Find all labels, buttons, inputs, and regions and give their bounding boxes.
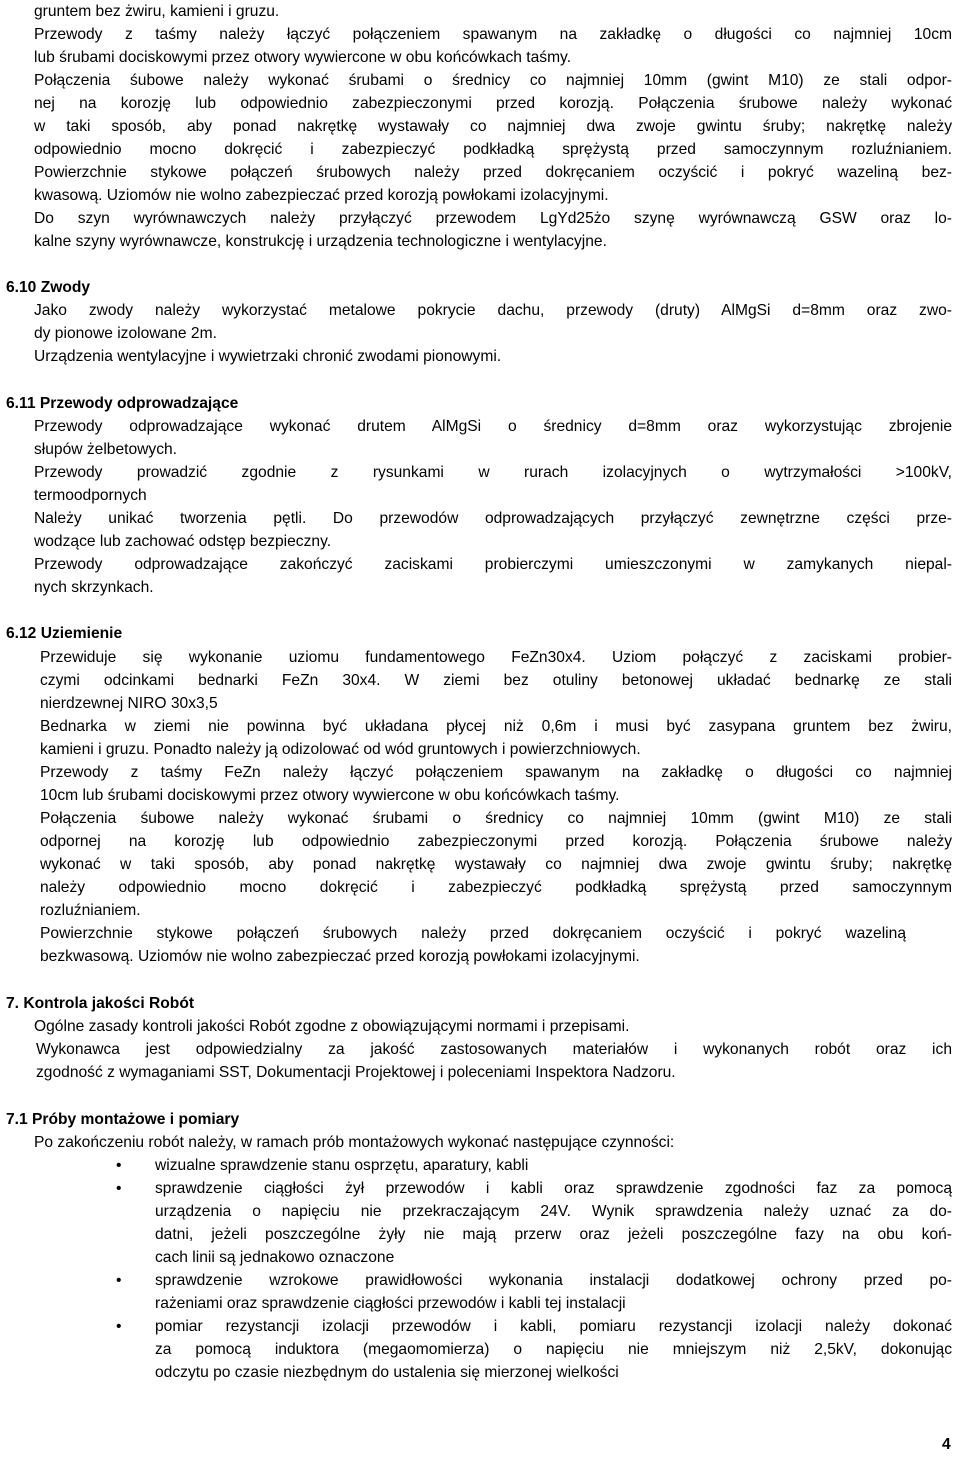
list-item-continuation: urządzenia o napięciu nie przekraczającym 24V. Wynik sprawdzenia należy uznać za do- bbox=[155, 1203, 952, 1220]
text-line: słupów żelbetowych. bbox=[34, 441, 178, 458]
section-heading-6-11 bbox=[6, 392, 238, 415]
section-title: Próby montażowe i pomiary bbox=[32, 1111, 240, 1128]
text-line: kamieni i gruzu. Ponadto należy ją odizolować od wód gruntowych i powierzchniowych. bbox=[40, 741, 641, 758]
text-line: odpowiednio mocno dokręcić i zabezpieczyć podkładką sprężystą przed samoczynnym rozluźnianiem. bbox=[34, 141, 952, 158]
section-title: Zwody bbox=[40, 279, 91, 296]
section-number: 7.1 bbox=[6, 1111, 28, 1128]
text-line: Do szyn wyrównawczych należy przyłączyć przewodem LgYd25żo szynę wyrównawczą GSW oraz lo- bbox=[34, 210, 952, 227]
list-item: sprawdzenie ciągłości żył przewodów i kabli oraz sprawdzenie zgodności faz za pomocą bbox=[155, 1180, 952, 1197]
text-line: nych skrzynkach. bbox=[34, 579, 154, 596]
page-number: 4 bbox=[942, 1436, 951, 1453]
text-line: Ogólne zasady kontroli jakości Robót zgodne z obowiązującymi normami i przepisami. bbox=[34, 1018, 630, 1035]
text-line: rozluźnianiem. bbox=[40, 902, 141, 919]
section-number: 6.11 bbox=[6, 395, 36, 412]
section-heading-7-1 bbox=[6, 1108, 239, 1131]
text-line: Połączenia śubowe należy wykonać śrubami o średnicy co najmniej 10mm (gwint M10) ze stali odpor- bbox=[34, 72, 952, 89]
text-line: termoodpornych bbox=[34, 487, 147, 504]
list-item: wizualne sprawdzenie stanu osprzętu, aparatury, kabli bbox=[155, 1157, 529, 1174]
text-line: bezkwasową. Uziomów nie wolno zabezpieczać przed korozją powłokami izolacyjnymi. bbox=[40, 948, 640, 965]
section-title: Kontrola jakości Robót bbox=[23, 995, 195, 1012]
list-item: sprawdzenie wzrokowe prawidłowości wykonania instalacji dodatkowej ochrony przed po- bbox=[155, 1272, 952, 1289]
list-item-continuation: za pomocą induktora (megaomomierza) o napięciu nie mniejszym niż 2,5kV, dokonując bbox=[155, 1341, 952, 1358]
text-line: zgodność z wymaganiami SST, Dokumentacji Projektowej i poleceniami Inspektora Nadzoru. bbox=[36, 1064, 676, 1081]
text-line: kalne szyny wyrównawcze, konstrukcję i urządzenia technologiczne i wentylacyjne. bbox=[34, 233, 607, 250]
text-line: Przewody z taśmy FeZn należy łączyć połączeniem spawanym na zakładkę o długości co najmniej bbox=[40, 764, 952, 781]
text-line: Powierzchnie stykowe połączeń śrubowych należy przed dokręcaniem oczyścić i pokryć wazeliną bbox=[40, 925, 906, 942]
bullet-icon: • bbox=[116, 1180, 122, 1197]
list-item-continuation: odczytu po czasie niezbędnym do ustalenia się mierzonej wielkości bbox=[155, 1364, 619, 1381]
list-item: pomiar rezystancji izolacji przewodów i kabli, pomiaru rezystancji izolacji należy dokonać bbox=[155, 1318, 952, 1335]
text-line: Powierzchnie stykowe połączeń śrubowych należy przed dokręcaniem oczyścić i pokryć wazeliną bez- bbox=[34, 164, 952, 181]
section-number: 7. bbox=[6, 995, 20, 1012]
text-line: Urządzenia wentylacyjne i wywietrzaki chronić zwodami pionowymi. bbox=[34, 348, 502, 365]
list-item-continuation: cach linii są jednakowo oznaczone bbox=[155, 1249, 395, 1266]
text-line: nej na korozję lub odpowiednio zabezpieczonymi przed korozją. Połączenia śrubowe należy wykonać bbox=[34, 95, 952, 112]
text-line: Przewiduje się wykonanie uziomu fundamentowego FeZn30x4. Uziom połączyć z zaciskami probier- bbox=[40, 649, 952, 666]
text-line: w taki sposób, aby ponad nakrętkę wystawały co najmniej dwa zwoje gwintu śruby; nakrętkę należy bbox=[34, 118, 952, 135]
text-line: wykonać w taki sposób, aby ponad nakrętkę wystawały co najmniej dwa zwoje gwintu śruby; nakrętkę bbox=[40, 856, 952, 873]
bullet-icon: • bbox=[116, 1318, 122, 1335]
bullet-icon: • bbox=[116, 1157, 122, 1174]
list-item-continuation: rażeniami oraz sprawdzenie ciągłości przewodów i kabli tej instalacji bbox=[155, 1295, 626, 1312]
section-number: 6.10 bbox=[6, 279, 37, 296]
text-line: wodzące lub zachować odstęp bezpieczny. bbox=[34, 533, 332, 550]
text-line: Po zakończeniu robót należy, w ramach prób montażowych wykonać następujące czynności: bbox=[34, 1134, 675, 1151]
text-line: odpornej na korozję lub odpowiednio zabezpieczonymi przed korozją. Połączenia śrubowe należy bbox=[40, 833, 952, 850]
section-heading-7 bbox=[6, 992, 194, 1015]
text-line: Przewody z taśmy należy łączyć połączeniem spawanym na zakładkę o długości co najmniej 10cm bbox=[34, 26, 952, 43]
text-line: należy odpowiednio mocno dokręcić i zabezpieczyć podkładką sprężystą przed samoczynnym bbox=[40, 879, 952, 896]
bullet-icon: • bbox=[116, 1272, 122, 1289]
text-line: nierdzewnej NIRO 30x3,5 bbox=[40, 695, 218, 712]
section-title: Uziemienie bbox=[40, 625, 123, 642]
text-line: kwasową. Uziomów nie wolno zabezpieczać przed korozją powłokami izolacyjnymi. bbox=[34, 187, 609, 204]
text-line: Wykonawca jest odpowiedzialny za jakość zastosowanych materiałów i wykonanych robót oraz ich bbox=[36, 1041, 952, 1058]
text-line: lub śrubami dociskowymi przez otwory wywiercone w obu końcówkach taśmy. bbox=[34, 49, 572, 66]
text-line: Przewody prowadzić zgodnie z rysunkami w rurach izolacyjnych o wytrzymałości >100kV, bbox=[34, 464, 952, 481]
text-line: dy pionowe izolowane 2m. bbox=[34, 325, 217, 342]
text-line: Przewody odprowadzające zakończyć zaciskami probierczymi umieszczonymi w zamykanych niepal- bbox=[34, 556, 952, 573]
section-heading-6-10 bbox=[6, 276, 90, 299]
section-title: Przewody odprowadzające bbox=[39, 395, 239, 412]
section-number: 6.12 bbox=[6, 625, 37, 642]
text-line: 10cm lub śrubami dociskowymi przez otwory wywiercone w obu końcówkach taśmy. bbox=[40, 787, 620, 804]
text-line: Jako zwody należy wykorzystać metalowe pokrycie dachu, przewody (druty) AlMgSi d=8mm oraz zwo- bbox=[34, 302, 952, 319]
text-line: Połączenia śubowe należy wykonać śrubami o średnicy co najmniej 10mm (gwint M10) ze stali bbox=[40, 810, 952, 827]
list-item-continuation: datni, jeżeli poszczególne żyły nie mają przerw oraz jeżeli poszczególne fazy na obu koń- bbox=[155, 1226, 952, 1243]
text-line: Przewody odprowadzające wykonać drutem AlMgSi o średnicy d=8mm oraz wykorzystując zbrojenie bbox=[34, 418, 952, 435]
section-heading-6-12 bbox=[6, 622, 122, 645]
text-line: gruntem bez żwiru, kamieni i gruzu. bbox=[34, 3, 280, 20]
text-line: Należy unikać tworzenia pętli. Do przewodów odprowadzających przyłączyć zewnętrzne części prze- bbox=[34, 510, 952, 527]
text-line: czymi odcinkami bednarki FeZn 30x4. W ziemi bez otuliny betonowej układać bednarkę ze stali bbox=[40, 672, 952, 689]
text-line: Bednarka w ziemi nie powinna być układana płycej niż 0,6m i musi być zasypana gruntem bez żwiru, bbox=[40, 718, 952, 735]
